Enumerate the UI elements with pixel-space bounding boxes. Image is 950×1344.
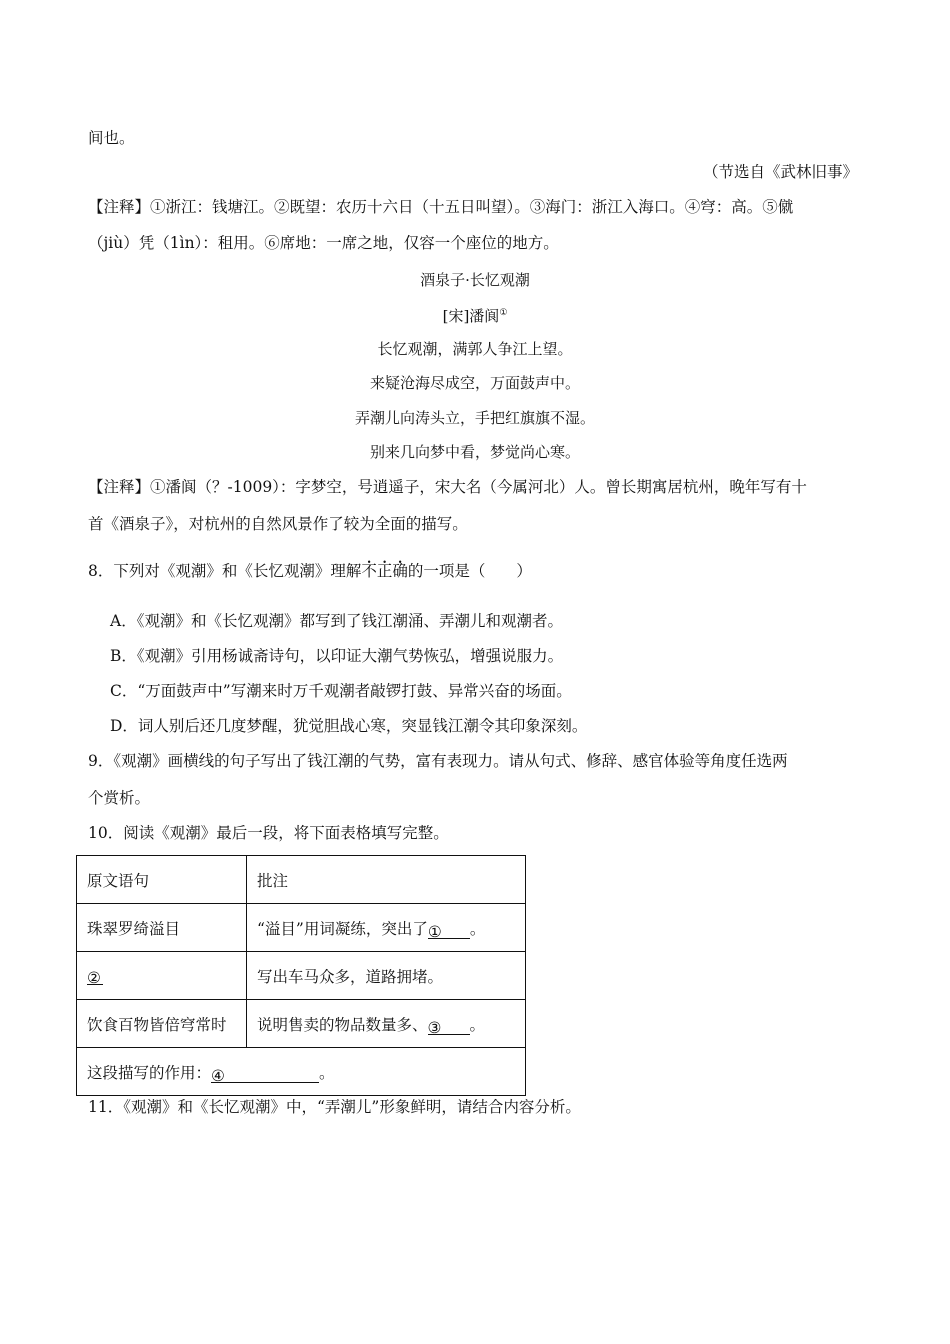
- poem-line: 长忆观潮，满郭人争江上望。: [377, 340, 573, 358]
- answer-blank-3[interactable]: [428, 1019, 470, 1035]
- question-8-suffix: 的一项是（ ）: [407, 562, 532, 580]
- table-cell: [247, 904, 526, 952]
- blank-number: ②: [87, 969, 101, 987]
- table-row: [77, 904, 526, 952]
- question-10-stem: 10．阅读《观潮》最后一段，将下面表格填写完整。: [88, 824, 449, 842]
- question-8-prefix: 8．下列对《观潮》和《长忆观潮》理解: [88, 562, 362, 580]
- blank-number: ④: [211, 1066, 225, 1085]
- table-cell: 写出车马众多，道路拥堵。: [247, 952, 526, 1000]
- question-11-stem: 11．《观潮》和《长忆观潮》中，“弄潮儿”形象鲜明，请结合内容分析。: [88, 1098, 581, 1116]
- annotation-1-line-1: 【注释】①浙江：钱塘江。②既望：农历十六日（十五日叫望）。③海门：浙江入海口。④穹：高。⑤僦: [88, 198, 794, 216]
- emphasis-char: 不: [361, 562, 377, 580]
- table-header-row: [77, 856, 526, 904]
- poem-author: [0, 303, 950, 326]
- cell-text: 。: [319, 1063, 335, 1082]
- poem-author-name: [宋]潘阆: [442, 307, 500, 325]
- option-a: A．《观潮》和《长忆观潮》都写到了钱江潮涌、弄潮儿和观潮者。: [110, 612, 563, 630]
- poem-line: 别来几向梦中看，梦觉尚心寒。: [369, 443, 580, 461]
- question-9-line-1: 9．《观潮》画横线的句子写出了钱江潮的气势，富有表现力。请从句式、修辞、感官体验等角度任选两: [88, 752, 788, 770]
- emphasis-char: 确: [392, 562, 408, 580]
- annotation-2-line-1: 【注释】①潘阆（？-1009）：字梦空，号逍遥子，宋大名（今属河北）人。曾长期寓居杭州，晚年写有十: [88, 478, 807, 496]
- blank-number: ③: [427, 1018, 442, 1037]
- answer-blank-4[interactable]: [211, 1067, 319, 1083]
- table-row: [77, 1048, 526, 1096]
- table-cell: 饮食百物皆倍穹常时: [77, 1000, 247, 1048]
- annotation-2-line-2: 首《酒泉子》，对杭州的自然风景作了较为全面的描写。: [88, 515, 468, 533]
- table-row: [77, 1000, 526, 1048]
- poem-author-footnote-mark: ①: [499, 308, 508, 318]
- source-attribution: （节选自《武林旧事》: [702, 163, 858, 181]
- cell-text: “溢目”用词凝练，突出了: [257, 919, 428, 938]
- annotation-1-line-2: （jiù）凭（1ìn）：租用。⑥席地：一席之地，仅容一个座位的地方。: [88, 234, 559, 252]
- table-row: [77, 952, 526, 1000]
- continued-text: 间也。: [88, 129, 135, 147]
- question-9-line-2: 个赏析。: [88, 789, 151, 807]
- cell-text: 说明售卖的物品数量多、: [257, 1015, 428, 1034]
- cell-text: 这段描写的作用：: [87, 1063, 212, 1082]
- table-cell: 珠翠罗绮溢目: [77, 904, 247, 952]
- cell-text: 。: [469, 1015, 486, 1034]
- emphasis-char: 正: [376, 562, 393, 580]
- table-header-cell: 批注: [247, 856, 526, 904]
- table-cell: [77, 952, 247, 1000]
- option-b: B．《观潮》引用杨诚斋诗句，以印证大潮气势恢弘，增强说服力。: [110, 647, 564, 665]
- cell-text: 。: [469, 919, 486, 938]
- answer-blank-1[interactable]: [428, 923, 470, 939]
- blank-number: ①: [427, 922, 442, 941]
- poem-title: 酒泉子·长忆观潮: [420, 271, 530, 289]
- table-cell: [247, 1000, 526, 1048]
- table-cell: [77, 1048, 526, 1096]
- poem-line: 来疑沧海尽成空，万面鼓声中。: [369, 374, 580, 392]
- table-header-cell: 原文语句: [77, 856, 247, 904]
- option-c: C．“万面鼓声中”写潮来时万千观潮者敲锣打鼓、异常兴奋的场面。: [110, 682, 572, 700]
- poem-line: 弄潮儿向涛头立，手把红旗旗不湿。: [354, 409, 595, 427]
- annotation-table: [76, 855, 526, 1096]
- option-d: D．词人别后还几度梦醒，犹觉胆战心寒，突显钱江潮令其印象深刻。: [110, 717, 588, 735]
- answer-blank-2[interactable]: [87, 969, 103, 985]
- question-8-stem: [88, 561, 532, 581]
